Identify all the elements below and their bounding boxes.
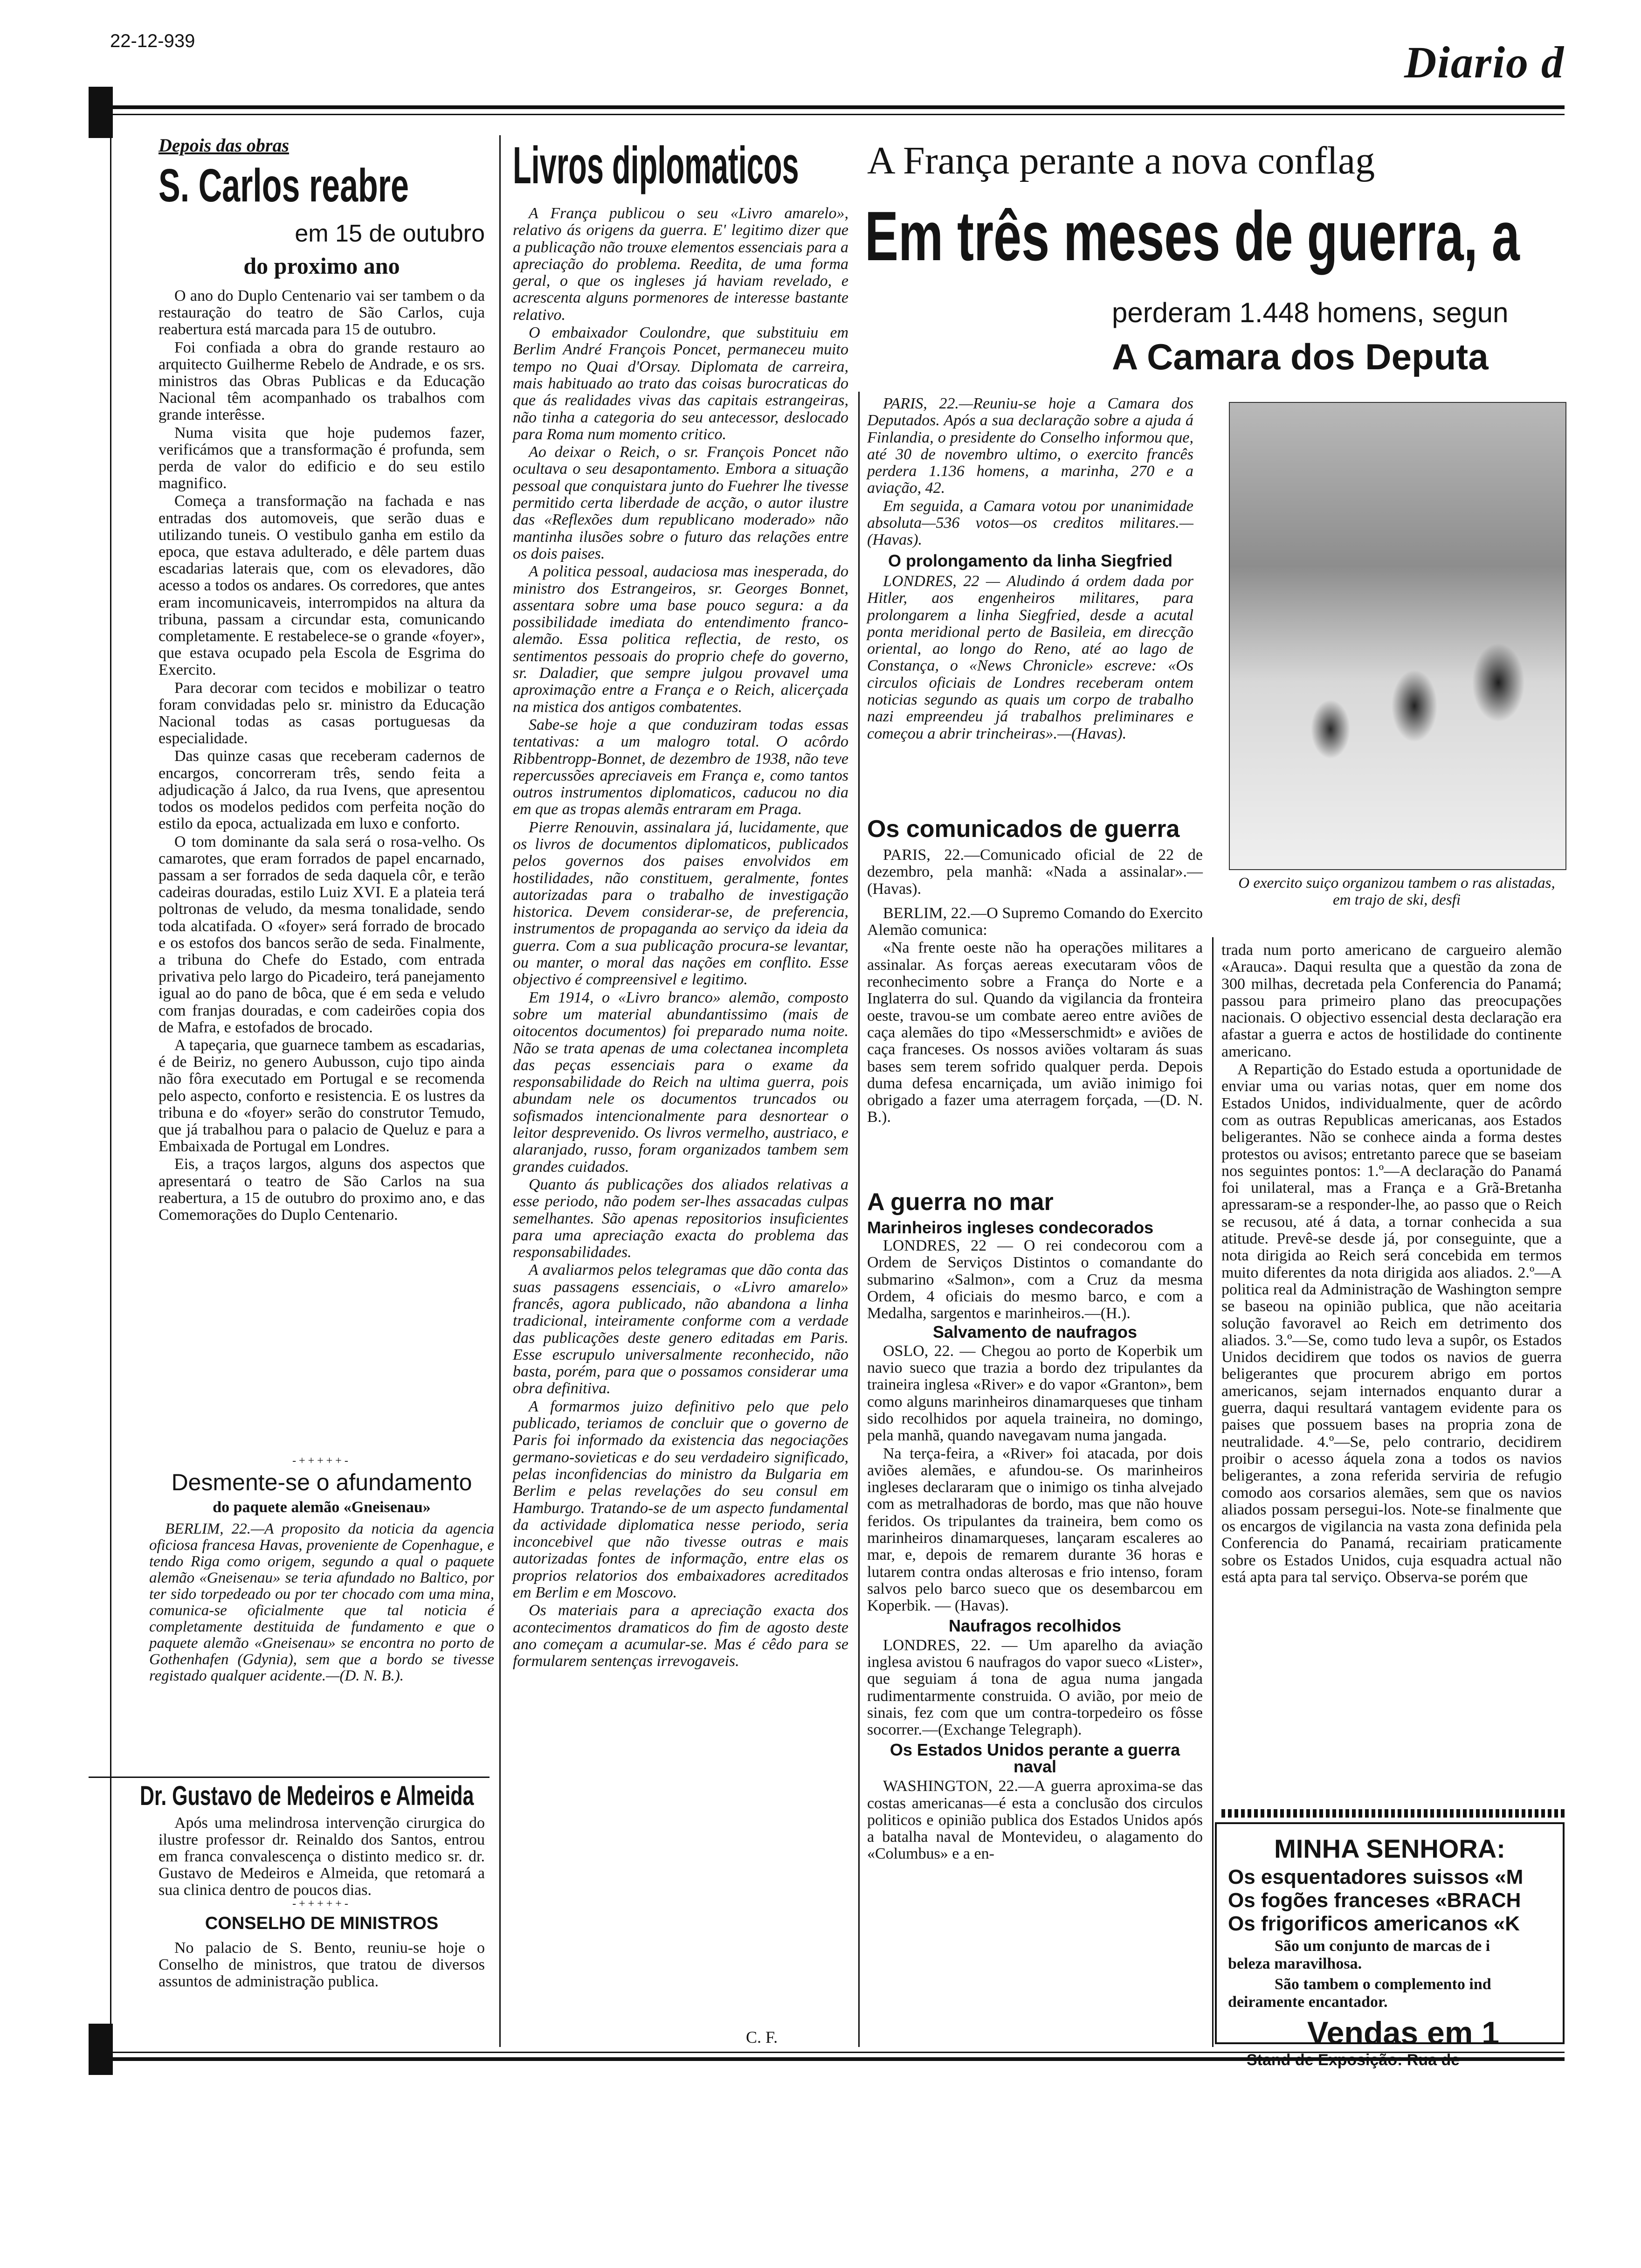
salvamento-text-2: Na terça-feira, a «River» foi atacada, por dois aviões alemães, e afundou-se. Os marinheiros ingleses declararam que o inimigo os tinha alvejado com as metralhadoras de bordo, mas que não houve feridos. Os tripulantes da traineira, bem como os marinheiros dinamarqueses, lançaram escaleres ao mar, e, depois de remarem durante 36 horas e lutarem contra ondas alterosas e frio intenso, foram salvos pelo barco sueco que os desembarcou em Koperbik. — (Havas).: [867, 1445, 1203, 1615]
column-divider: [1212, 937, 1214, 2047]
ad-line: Os frigorificos americanos «K: [1228, 1912, 1520, 1935]
salvamento-text: OSLO, 22. — Chegou ao porto de Koperbik um navio sueco que trazia a bordo dez tripulantes da traineira inglesa «River» e do vapor «Granton», bem como alguns marinheiros dinamarqueses que tinham sido recolhidos por aquela traineira, no domingo, pela manhã, quando navegavam numa jangada.: [867, 1342, 1203, 1445]
conselho-text: No palacio de S. Bento, reuniu-se hoje o Conselho de ministros, que tratou de diversos assuntos de administração publica.: [159, 1939, 485, 1990]
livros-headline: Livros diplomaticos: [513, 136, 799, 194]
comunicado-berlim-text: «Na frente oeste não ha operações militares a assinalar. As forças aereas executaram vôos de reconhecimento sobre a França do Norte e a Inglaterra do sul. Quando da vigilancia da fronteira oeste, travou-se um combate aereo entre aviões de caça alemães do tipo «Messerschmidt» e aviões de caça franceses. Os nossos aviões voltaram ás suas bases sem terem sofrido qualquer perda. Depois duma defesa encarniçada, um avião inimigo foi obrigado a fazer uma aterragem forçada, —(D. N. B.).: [867, 939, 1203, 1126]
gneisenau-text: BERLIM, 22.—A proposito da noticia da agencia oficiosa francesa Havas, proveniente de Copenhague, e tendo Riga como origem, segundo a qual o paquete alemão «Gneisenau» se teria afundado no Baltico, por ter sido torpedeado ou por ter chocado com uma mina, comunica-se oficialmente que tal noticia é completamente destituida de fundamento e que o paquete alemão «Gneisenau» se encontra no porto de Gothenhafen (Gdynia), sem que a bordo se tivesse registado qualquer acidente.—(D. N. B.).: [149, 1521, 494, 1684]
france-deck-2: A Camara dos Deputa: [1112, 336, 1489, 377]
france-top-headline: A França perante a nova conflag: [867, 139, 1375, 182]
conselho-headline: CONSELHO DE MINISTROS: [205, 1914, 439, 1933]
section-ornament: -+++++-: [292, 1898, 351, 1910]
siegfried-headline: O prolongamento da linha Siegfried: [888, 551, 1173, 570]
article-headline: S. Carlos reabre: [159, 159, 409, 212]
margin-rule: [110, 117, 111, 2052]
salvamento-headline: Salvamento de naufragos: [932, 1322, 1138, 1342]
paragraph: Eis, a traços largos, alguns dos aspectos que apresentará o teatro de São Carlos na sua reabertura, a 15 de outubro do proximo ano, e das Comemorações do Duplo Centenario.: [159, 1155, 485, 1224]
author-signature: C. F.: [746, 2028, 778, 2047]
ad-title: MINHA SENHORA:: [1274, 1834, 1505, 1863]
section-ornament: -+++++-: [292, 1455, 351, 1467]
ad-border-top: [1221, 1809, 1565, 1818]
paragraph: A tapeçaria, que guarnece tambem as escadarias, é de Beiriz, no genero Aubusson, cujo tipo ainda não fôra executado em Portugal e se recomenda pelo aspecto, conforto e resistencia. E os lustres da tribuna e do «foyer» serão do construtor Temudo, que já trabalhou para o palacio de Queluz e para a Embaixada de Portugal em Londres.: [159, 1036, 485, 1155]
binding-marker-bottom: [89, 2024, 113, 2075]
paragraph: Ao deixar o Reich, o sr. François Poncet não ocultava o seu desapontamento. Embora a situação pessoal que conquistara junto do Fuehrer lhe tivesse permitido certa liberdade de acção, o autor ilustre das «Reflexões dum republicano moderado» não mantinha ilusões sobre o futuro das relações entre os dois paises.: [513, 443, 848, 562]
siegfried-text: LONDRES, 22 — Aludindo á ordem dada por Hitler, aos engenheiros militares, para prolongarem a linha Siegfried, desde a acutal ponta meridional perto de Basileia, em direcção oriental, ao longo do Reno, até ao lago de Constança, o «News Chronicle» escreve: «Os circulos oficiais de Londres receberam ontem noticias segundo as quais um corpo de trabalho nazi empreendeu já trabalhos preliminares e começou a abrir trincheiras».—(Havas).: [867, 572, 1193, 742]
marinheiros-headline: Marinheiros ingleses condecorados: [867, 1218, 1154, 1237]
ad-small: São um conjunto de marcas de i: [1275, 1937, 1490, 1955]
paragraph: A politica pessoal, audaciosa mas inesperada, do ministro dos Estrangeiros, sr. Georges Bonnet, assentara sobre uma base pouco segura: a da possibilidade imediata do entendimento franco-alemão. Essa politica reflectia, de resto, os sentimentos pessoais do proprio chefe do governo, sr. Daladier, que sempre julgou provavel uma aproximação entre a França e o Reich, alicerçada na mistica dos antigos combatentes.: [513, 563, 848, 716]
paragraph: A avaliarmos pelos telegramas que dão conta das suas passagens essenciais, o «Livro amarelo» francês, agora publicado, não abandona a linha tradicional, inteiramente conforme com a verdade das publicações deste genero editadas em Paris. Esse escrupulo universalmente reconhecido, não basta, porém, para que o possamos considerar uma obra definitiva.: [513, 1261, 848, 1397]
paragraph: A formarmos juizo definitivo pelo que pelo publicado, teriamos de concluir que o governo de Paris foi informado da existencia das negociações germano-sovieticas e do seu verdadeiro significado, pelas inconfidencias do ministro da Bulgaria em Berlim e pelas revelações do seu consul em Hamburgo. Tratando-se de um aspecto fundamental da actividade diplomatica nesse periodo, seria inconcebivel que não tivesse outras e mais autorizadas fontes de informação, entre elas os proprios relatorios dos embaixadores acreditados em Berlim e em Moscovo.: [513, 1397, 848, 1602]
livros-body: [513, 205, 848, 1671]
issue-date: 22-12-939: [110, 31, 195, 51]
paragraph: Quanto ás publicações dos aliados relativas a esse periodo, não podem ser-lhes assacadas culpas semelhantes. São apenas repositorios insuficientes para uma apreciação exacta do problema das responsabilidades.: [513, 1175, 848, 1261]
col4-text-1: trada num porto americano de cargueiro alemão «Arauca». Daqui resulta que a questão da zona de 300 milhas, decretada pela Conferencia do Panamá; passou para primeiro plano das preocupações nacionais. O objectivo essencial desta declaração era afastar a guerra e actos de hostilidade do continente americano.: [1221, 941, 1562, 1060]
eua-headline: Os Estados Unidos perante a guerra naval: [889, 1740, 1180, 1776]
column-sao-carlos: [159, 134, 485, 1224]
column-divider: [858, 392, 860, 2047]
paragraph: A França publicou o seu «Livro amarelo», relativo ás origens da guerra. E' legitimo dizer que a publicação não trouxe elementos essenciais para a apreciação do problema. Reedita, de uma forma geral, o que os ingleses já haviam revelado, e acrescenta alguns pormenores de interesse bastante relativo.: [513, 205, 848, 324]
france-main-headline: Em três meses de guerra, a: [865, 197, 1520, 275]
paragraph: Começa a transformação na fachada e nas entradas dos automoveis, que serão duas e utilizando tuneis. O vestibulo ganha em estilo da epoca, que estava adulterado, e dêle partem duas escadarias laterais que, com os elevadores, dão acesso a todos os andares. Os corredores, que antes eram incomunicaveis, interrompidos na altura da tribuna, passam a circundar esta, comunicando completamente. E restabelece-se o grande «foyer», que estava ocupado pela Escola de Esgrima do Exercito.: [159, 492, 485, 679]
paragraph: Das quinze casas que receberam cadernos de encargos, concorreram três, sendo feita a adjudicação á Jalco, da rua Ivens, que apresentou todos os modelos pedidos com perfeita noção do estilo da epoca, actualizada em luxo e conforto.: [159, 747, 485, 833]
paragraph: Os materiais para a apreciação exacta dos acontecimentos dramaticos do fim de agosto deste ano começam a acumular-se. Mas é cêdo para se formularem sentenças irrevogaveis.: [513, 1602, 848, 1670]
medeiros-headline: Dr. Gustavo de Medeiros e Almeida: [140, 1781, 474, 1811]
article-gneisenau: [149, 1469, 494, 1685]
top-rule-thin: [92, 114, 1565, 115]
gneisenau-subheadline: do paquete alemão «Gneisenau»: [213, 1499, 431, 1516]
article-body: [159, 288, 485, 1224]
paris-text-2: Em seguida, a Camara votou por unanimidade absoluta—536 votos—os creditos militares.—(Havas).: [867, 497, 1193, 549]
ad-small: beleza maravilhosa.: [1228, 1955, 1362, 1972]
naufragos-headline: Naufragos recolhidos: [948, 1616, 1122, 1635]
article-deck-2: do proximo ano: [243, 253, 400, 279]
col4-text-2: A Repartição do Estado estuda a oportunidade de enviar uma ou varias notas, quer em nome dos Estados Unidos, individualmente, quer de acôrdo com as outras Republicas americanas, aos Estados beligerantes. Não se conhece ainda a forma destes protestos ou avisos; entretanto parece que se baseiam nos seguintes pontos: 1.º—A declaração do Panamá foi unilateral, mas a França e a Grã-Bretanha apressaram-se a responder-lhe, ao passo que o Reich se recusou, até á data, a tornar conhecida a sua atitude. Prevê-se desde já, por conseguinte, que a nota dirigida ao Reich será concebida em termos muito diferentes da nota dirigida aos aliados. 2.º—A politica real da Administração de Washington sempre se baseou na opinião publica, que não aceitaria solução favoravel ao Reich em detrimento dos aliados. 3.º—Se, como tudo leva a supôr, os Estados Unidos decidirem que todos os navios de guerra beligerantes que procurem abrigo em portos americanos, sejam internados enquanto durar a guerra, daqui resultará vantagem evidente para os paises que possuem bases na propria zona de neutralidade. 4.º—Se, pelo contrario, decidirem proibir o acesso áquela zona a todos os navios beligerantes, a zona referida serviria de refugio comodo aos corsarios alemães, sem que os navios aliados possam persegui-los. Note-se finalmente que os encargos de vigilancia na vasta zona definida pela Conferencia do Panamá, recairiam praticamente sobre os Estados Unidos, cuja esquadra actual não está apta para tal serviço. Observa-se porém que: [1221, 1061, 1562, 1586]
article-kicker: Depois das obras: [159, 135, 290, 156]
article-deck: em 15 de outubro: [295, 220, 485, 247]
ad-small: deiramente encantador.: [1228, 1993, 1388, 2011]
photo-caption: O exercito suiço organizou tambem o ras alistadas, em trajo de ski, desfi: [1238, 875, 1555, 908]
paragraph: Para decorar com tecidos e mobilizar o teatro foram convidadas pelo sr. ministro da Educação Nacional todas as casas portuguesas da especialidade.: [159, 679, 485, 747]
ad-line: Os fogões franceses «BRACH: [1228, 1889, 1521, 1912]
photo-swiss-army: [1229, 402, 1566, 870]
gneisenau-headline: Desmente-se o afundamento: [171, 1469, 472, 1495]
ad-line: Os esquentadores suissos «M: [1228, 1866, 1524, 1888]
ad-small: São tambem o complemento ind: [1275, 1976, 1491, 1993]
comunicados-headline: Os comunicados de guerra: [867, 816, 1180, 843]
paragraph: Numa visita que hoje pudemos fazer, verificámos que a transformação é profunda, sem perda de valor do edificio e do seu estilo magnifico.: [159, 424, 485, 492]
france-deck: perderam 1.448 homens, segun: [1112, 297, 1509, 328]
comunicado-berlim: BERLIM, 22.—O Supremo Comando do Exercito Alemão comunica:: [867, 904, 1203, 939]
ad-vendas: Vendas em 1: [1307, 2015, 1500, 2051]
paris-text: PARIS, 22.—Reuniu-se hoje a Camara dos Deputados. Após a sua declaração sobre a ajuda á Finlandia, o presidente do Conselho informou que, até 30 de novembro ultimo, o exercito francês perdera 1.136 homens, a marinha, 270 e a aviação, 42.: [867, 395, 1193, 497]
advertisement: [1215, 1822, 1565, 2051]
guerra-mar-headline: A guerra no mar: [867, 1189, 1054, 1216]
binding-marker-top: [89, 87, 113, 138]
paragraph: Foi confiada a obra do grande restauro ao arquitecto Guilherme Rebelo de Andrade, e os srs. ministros das Obras Publicas e da Educação Nacional têm acompanhado os trabalhos com grande interêsse.: [159, 339, 485, 424]
divider: [89, 1777, 490, 1778]
marinheiros-text: LONDRES, 22 — O rei condecorou com a Ordem de Serviços Distintos o comandante do submarino «Salmon», com a Cruz da mesma Ordem, 4 oficiais do mesmo barco, e com a Medalha, sargentos e marinheiros.—(H.).: [867, 1237, 1203, 1322]
paragraph: Sabe-se hoje a que conduziram todas essas tentativas: a um malogro total. O acôrdo Ribbentropp-Bonnet, de dezembro de 1938, não teve repercussões apreciaveis em França e, como tantos outros instrumentos diplomaticos, caducou no dia em que as tropas alemãs entraram em Praga.: [513, 716, 848, 818]
bottom-rule-thin: [92, 2052, 1565, 2053]
paragraph: Em 1914, o «Livro branco» alemão, composto sobre um material abundantissimo (mais de oitocentos documentos) foi preparado numa noite. Não se trata apenas de uma colectanea incompleta das peças essenciais para o exame da responsabilidade do Reich na ultima guerra, pois abundam nele os documentos truncados ou sofismados intencionalmente para desnortear o leitor desprevenido. Os livros vermelho, austriaco, e alaranjado, russo, foram organizados tambem sem grandes cuidados.: [513, 989, 848, 1175]
top-rule: [92, 105, 1565, 109]
paragraph: O embaixador Coulondre, que substituiu em Berlim André François Poncet, permaneceu muito tempo no Quai d'Orsay. Diplomata de carreira, mais habituado ao trato das coisas burocraticas do que ás realidades vivas das capitais estrangeiras, não tinha a categoria do seu antecessor, deslocado para Roma num momento critico.: [513, 324, 848, 443]
bottom-rule: [92, 2057, 1565, 2061]
naufragos-text: LONDRES, 22. — Um aparelho da aviação inglesa avistou 6 naufragos do vapor sueco «Lister», que seguiam á tona de agua numa jangada rudimentarmente construida. O avião, por meio de sinais, fez com que um contra-torpedeiro os fôsse socorrer.—(Exchange Telegraph).: [867, 1636, 1203, 1739]
paragraph: O ano do Duplo Centenario vai ser tambem o da restauração do teatro de São Carlos, cuja reabertura está marcada para 15 de outubro.: [159, 287, 485, 339]
paragraph: Pierre Renouvin, assinalara já, lucidamente, que os livros de documentos diplomaticos, publicados pelos governos dos paises envolvidos em hostilidades, não constituem, geralmente, fontes autorizadas para o trabalho de investigação historica. Devem considerar-se, de preferencia, instrumentos de propaganda ao serviço da ideia da guerra. Com a sua publicação procura-se levantar, ou manter, o moral das nações em conflito. Esse objectivo é compreensivel e legitimo.: [513, 818, 848, 989]
eua-text: WASHINGTON, 22.—A guerra aproxima-se das costas americanas—é esta a conclusão dos circulos politicos e opinião publica dos Estados Unidos após a batalha naval de Montevideu, o alagamento do «Columbus» e a en-: [867, 1777, 1203, 1863]
comunicado-paris: PARIS, 22.—Comunicado oficial de 22 de dezembro, pela manhã: «Nada a assinalar».—(Havas).: [867, 846, 1203, 898]
masthead: Diario d: [1404, 37, 1565, 87]
paragraph: O tom dominante da sala será o rosa-velho. Os camarotes, que eram forrados de papel encarnado, passam a ser forrados de seda daquela côr, e terão cadeiras douradas, estilo Luiz XVI. E a plateia terá poltronas de veludo, da mesma tonalidade, sendo toda alcatifada. O «foyer» será forrado de brocado e os estofos dos bancos serão de seda. Finalmente, a tribuna do Chefe do Estado, com entrada privativa pelo largo do Picadeiro, terá panejamento igual ao do pano de bôca, que é em seda e veludo com franjas douradas, e com cadeirões copia dos de Mafra, e estofados de brocado.: [159, 833, 485, 1036]
column-divider: [499, 135, 501, 2047]
medeiros-text: Após uma melindrosa intervenção cirurgica do ilustre professor dr. Reinaldo dos Santos, entrou em franca convalescença o distinto medico sr. dr. Gustavo de Medeiros e Almeida, que retomará a sua clinica dentro de poucos dias.: [159, 1814, 485, 1899]
